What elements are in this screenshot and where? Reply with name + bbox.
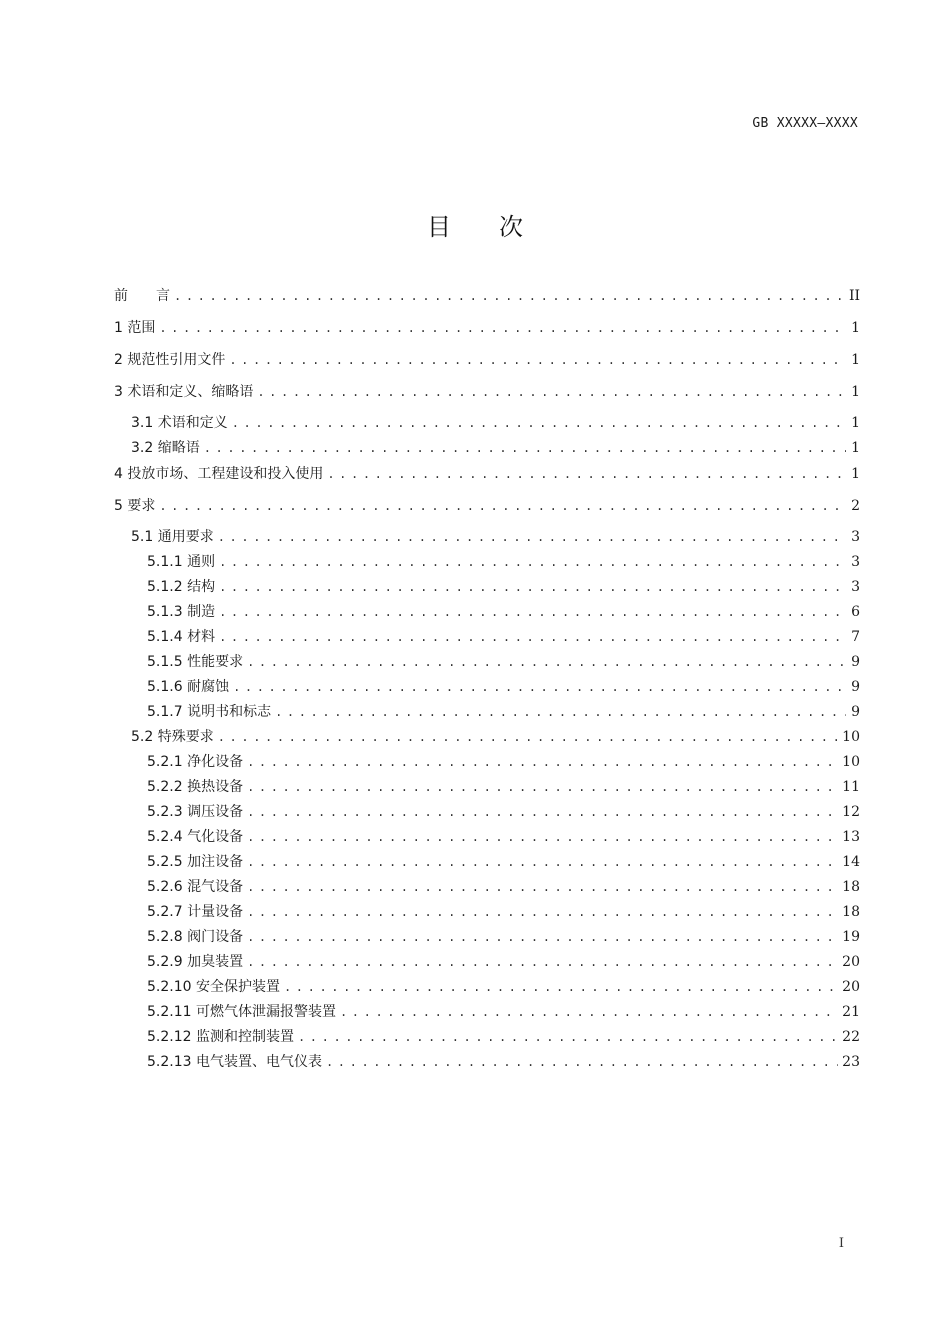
toc-entry-page: 9 bbox=[851, 704, 860, 720]
toc-entry-page: 1 bbox=[851, 440, 860, 456]
toc-entry[interactable] bbox=[114, 777, 860, 802]
toc-entry-page: 3 bbox=[851, 554, 860, 570]
toc-leader-dots bbox=[219, 627, 846, 647]
toc-leader-dots bbox=[326, 1052, 838, 1072]
toc-entry[interactable] bbox=[114, 852, 860, 877]
document-code: GB XXXXX—XXXX bbox=[752, 116, 858, 131]
toc-entry-label: 5.1.6 耐腐蚀 bbox=[147, 679, 230, 695]
toc-entry[interactable] bbox=[114, 652, 860, 677]
toc-leader-dots bbox=[247, 852, 838, 872]
toc-entry[interactable] bbox=[114, 827, 860, 852]
toc-entry-label: 4 投放市场、工程建设和投入使用 bbox=[114, 466, 324, 482]
toc-entry-label: 5.2.12 监测和控制装置 bbox=[147, 1029, 294, 1045]
toc-entry-page: 12 bbox=[842, 804, 860, 820]
toc-entry-page: 3 bbox=[851, 529, 860, 545]
toc-entry[interactable] bbox=[114, 602, 860, 627]
toc-entry-label: 5.1.1 通则 bbox=[147, 554, 216, 570]
toc-entry[interactable] bbox=[114, 1027, 860, 1052]
toc-entry-page: 1 bbox=[851, 320, 860, 336]
toc-entry-page: 1 bbox=[851, 466, 860, 482]
toc-leader-dots bbox=[219, 577, 846, 597]
toc-leader-dots bbox=[232, 413, 846, 433]
toc-entry-page: 10 bbox=[842, 729, 860, 745]
toc-entry-label: 5.2.2 换热设备 bbox=[147, 779, 244, 795]
toc-entry-page: 1 bbox=[851, 352, 860, 368]
toc-entry-label: 1 范围 bbox=[114, 320, 156, 336]
toc-entry-page: 7 bbox=[851, 629, 860, 645]
toc-leader-dots bbox=[247, 877, 838, 897]
toc-entry-page: 13 bbox=[842, 829, 860, 845]
toc-leader-dots bbox=[219, 602, 846, 622]
toc-entry[interactable] bbox=[114, 527, 860, 552]
toc-entry[interactable] bbox=[114, 627, 860, 652]
toc-leader-dots bbox=[247, 827, 838, 847]
toc-entry-label: 5.2.1 净化设备 bbox=[147, 754, 244, 770]
toc-entry[interactable] bbox=[114, 1052, 860, 1077]
toc-entry-label: 3 术语和定义、缩略语 bbox=[114, 384, 254, 400]
toc-leader-dots bbox=[159, 318, 846, 338]
toc-entry-label: 5.2.10 安全保护装置 bbox=[147, 979, 280, 995]
toc-entry-page: 11 bbox=[842, 779, 860, 795]
toc-entry-label: 5 要求 bbox=[114, 498, 156, 514]
toc-entry-page: 14 bbox=[842, 854, 860, 870]
toc-leader-dots bbox=[284, 977, 838, 997]
toc-entry[interactable] bbox=[114, 877, 860, 902]
toc-entry[interactable] bbox=[114, 577, 860, 602]
toc-entry-label: 5.2.4 气化设备 bbox=[147, 829, 244, 845]
toc-leader-dots bbox=[247, 777, 838, 797]
toc-leader-dots bbox=[247, 927, 838, 947]
toc-entry[interactable] bbox=[114, 1002, 860, 1027]
toc-entry-page: 18 bbox=[842, 904, 860, 920]
toc-entry-label: 前 言 bbox=[114, 288, 170, 304]
toc-entry[interactable] bbox=[114, 463, 860, 495]
toc-entry[interactable] bbox=[114, 902, 860, 927]
toc-leader-dots bbox=[247, 752, 838, 772]
toc-entry-page: 6 bbox=[851, 604, 860, 620]
toc-leader-dots bbox=[298, 1027, 838, 1047]
toc-entry[interactable] bbox=[114, 952, 860, 977]
toc-entry-page: 19 bbox=[842, 929, 860, 945]
toc-leader-dots bbox=[257, 382, 846, 402]
toc-entry[interactable] bbox=[114, 381, 860, 413]
toc-entry[interactable] bbox=[114, 702, 860, 727]
toc-entry-page: 23 bbox=[842, 1054, 860, 1070]
toc-entry-page: 20 bbox=[842, 979, 860, 995]
toc-entry[interactable] bbox=[114, 727, 860, 752]
toc-leader-dots bbox=[174, 286, 845, 306]
toc-entry-label: 3.1 术语和定义 bbox=[131, 415, 228, 431]
toc-entry[interactable] bbox=[114, 438, 860, 463]
toc-entry-label: 5.1.7 说明书和标志 bbox=[147, 704, 272, 720]
toc-entry[interactable] bbox=[114, 977, 860, 1002]
toc-entry[interactable] bbox=[114, 349, 860, 381]
toc-leader-dots bbox=[247, 902, 838, 922]
toc-entry[interactable] bbox=[114, 495, 860, 527]
toc-leader-dots bbox=[247, 802, 838, 822]
toc-leader-dots bbox=[159, 496, 846, 516]
toc-leader-dots bbox=[218, 727, 838, 747]
toc-entry-label: 5.2.7 计量设备 bbox=[147, 904, 244, 920]
toc-entry-label: 5.1.2 结构 bbox=[147, 579, 216, 595]
toc-leader-dots bbox=[247, 652, 846, 672]
toc-entry-label: 2 规范性引用文件 bbox=[114, 352, 226, 368]
toc-leader-dots bbox=[218, 527, 846, 547]
toc-entry-label: 5.2.6 混气设备 bbox=[147, 879, 244, 895]
toc-leader-dots bbox=[247, 952, 838, 972]
toc-entry[interactable] bbox=[114, 317, 860, 349]
toc-leader-dots bbox=[229, 350, 846, 370]
toc-entry[interactable] bbox=[114, 552, 860, 577]
toc-leader-dots bbox=[340, 1002, 838, 1022]
toc-entry-label: 5.2.13 电气装置、电气仪表 bbox=[147, 1054, 322, 1070]
page-number: I bbox=[838, 1236, 844, 1251]
toc-entry[interactable] bbox=[114, 927, 860, 952]
toc-leader-dots bbox=[275, 702, 846, 722]
toc-entry-page: 3 bbox=[851, 579, 860, 595]
toc-entry-page: 20 bbox=[842, 954, 860, 970]
toc-entry[interactable] bbox=[114, 802, 860, 827]
toc-entry-label: 3.2 缩略语 bbox=[131, 440, 200, 456]
toc-entry[interactable] bbox=[114, 677, 860, 702]
toc-entry-label: 5.1.3 制造 bbox=[147, 604, 216, 620]
toc-entry-page: 21 bbox=[842, 1004, 860, 1020]
toc-entry-label: 5.2 特殊要求 bbox=[131, 729, 214, 745]
toc-entry-page: 1 bbox=[851, 384, 860, 400]
toc-entry-page: 9 bbox=[851, 679, 860, 695]
toc-entry-page: 10 bbox=[842, 754, 860, 770]
toc-leader-dots bbox=[219, 552, 846, 572]
toc-title: 目 次 bbox=[427, 213, 523, 241]
toc-leader-dots bbox=[233, 677, 846, 697]
toc-entry-page: II bbox=[848, 288, 860, 304]
toc-entry-label: 5.2.5 加注设备 bbox=[147, 854, 244, 870]
toc-entry-page: 22 bbox=[842, 1029, 860, 1045]
toc-entry-label: 5.2.11 可燃气体泄漏报警装置 bbox=[147, 1004, 336, 1020]
toc-entry-label: 5.1.4 材料 bbox=[147, 629, 216, 645]
toc-entry-label: 5.2.9 加臭装置 bbox=[147, 954, 244, 970]
toc-entry-page: 18 bbox=[842, 879, 860, 895]
toc-entry-label: 5.1.5 性能要求 bbox=[147, 654, 244, 670]
toc-entry-page: 9 bbox=[851, 654, 860, 670]
toc-entry-page: 1 bbox=[851, 415, 860, 431]
toc-entry[interactable] bbox=[114, 752, 860, 777]
toc-entry-label: 5.1 通用要求 bbox=[131, 529, 214, 545]
toc-leader-dots bbox=[204, 438, 846, 458]
toc-entry-page: 2 bbox=[851, 498, 860, 514]
toc-entry-label: 5.2.3 调压设备 bbox=[147, 804, 244, 820]
toc-leader-dots bbox=[327, 464, 846, 484]
toc-entry-label: 5.2.8 阀门设备 bbox=[147, 929, 244, 945]
toc-entry[interactable] bbox=[114, 413, 860, 438]
table-of-contents bbox=[114, 285, 860, 1077]
toc-entry[interactable] bbox=[114, 285, 860, 317]
